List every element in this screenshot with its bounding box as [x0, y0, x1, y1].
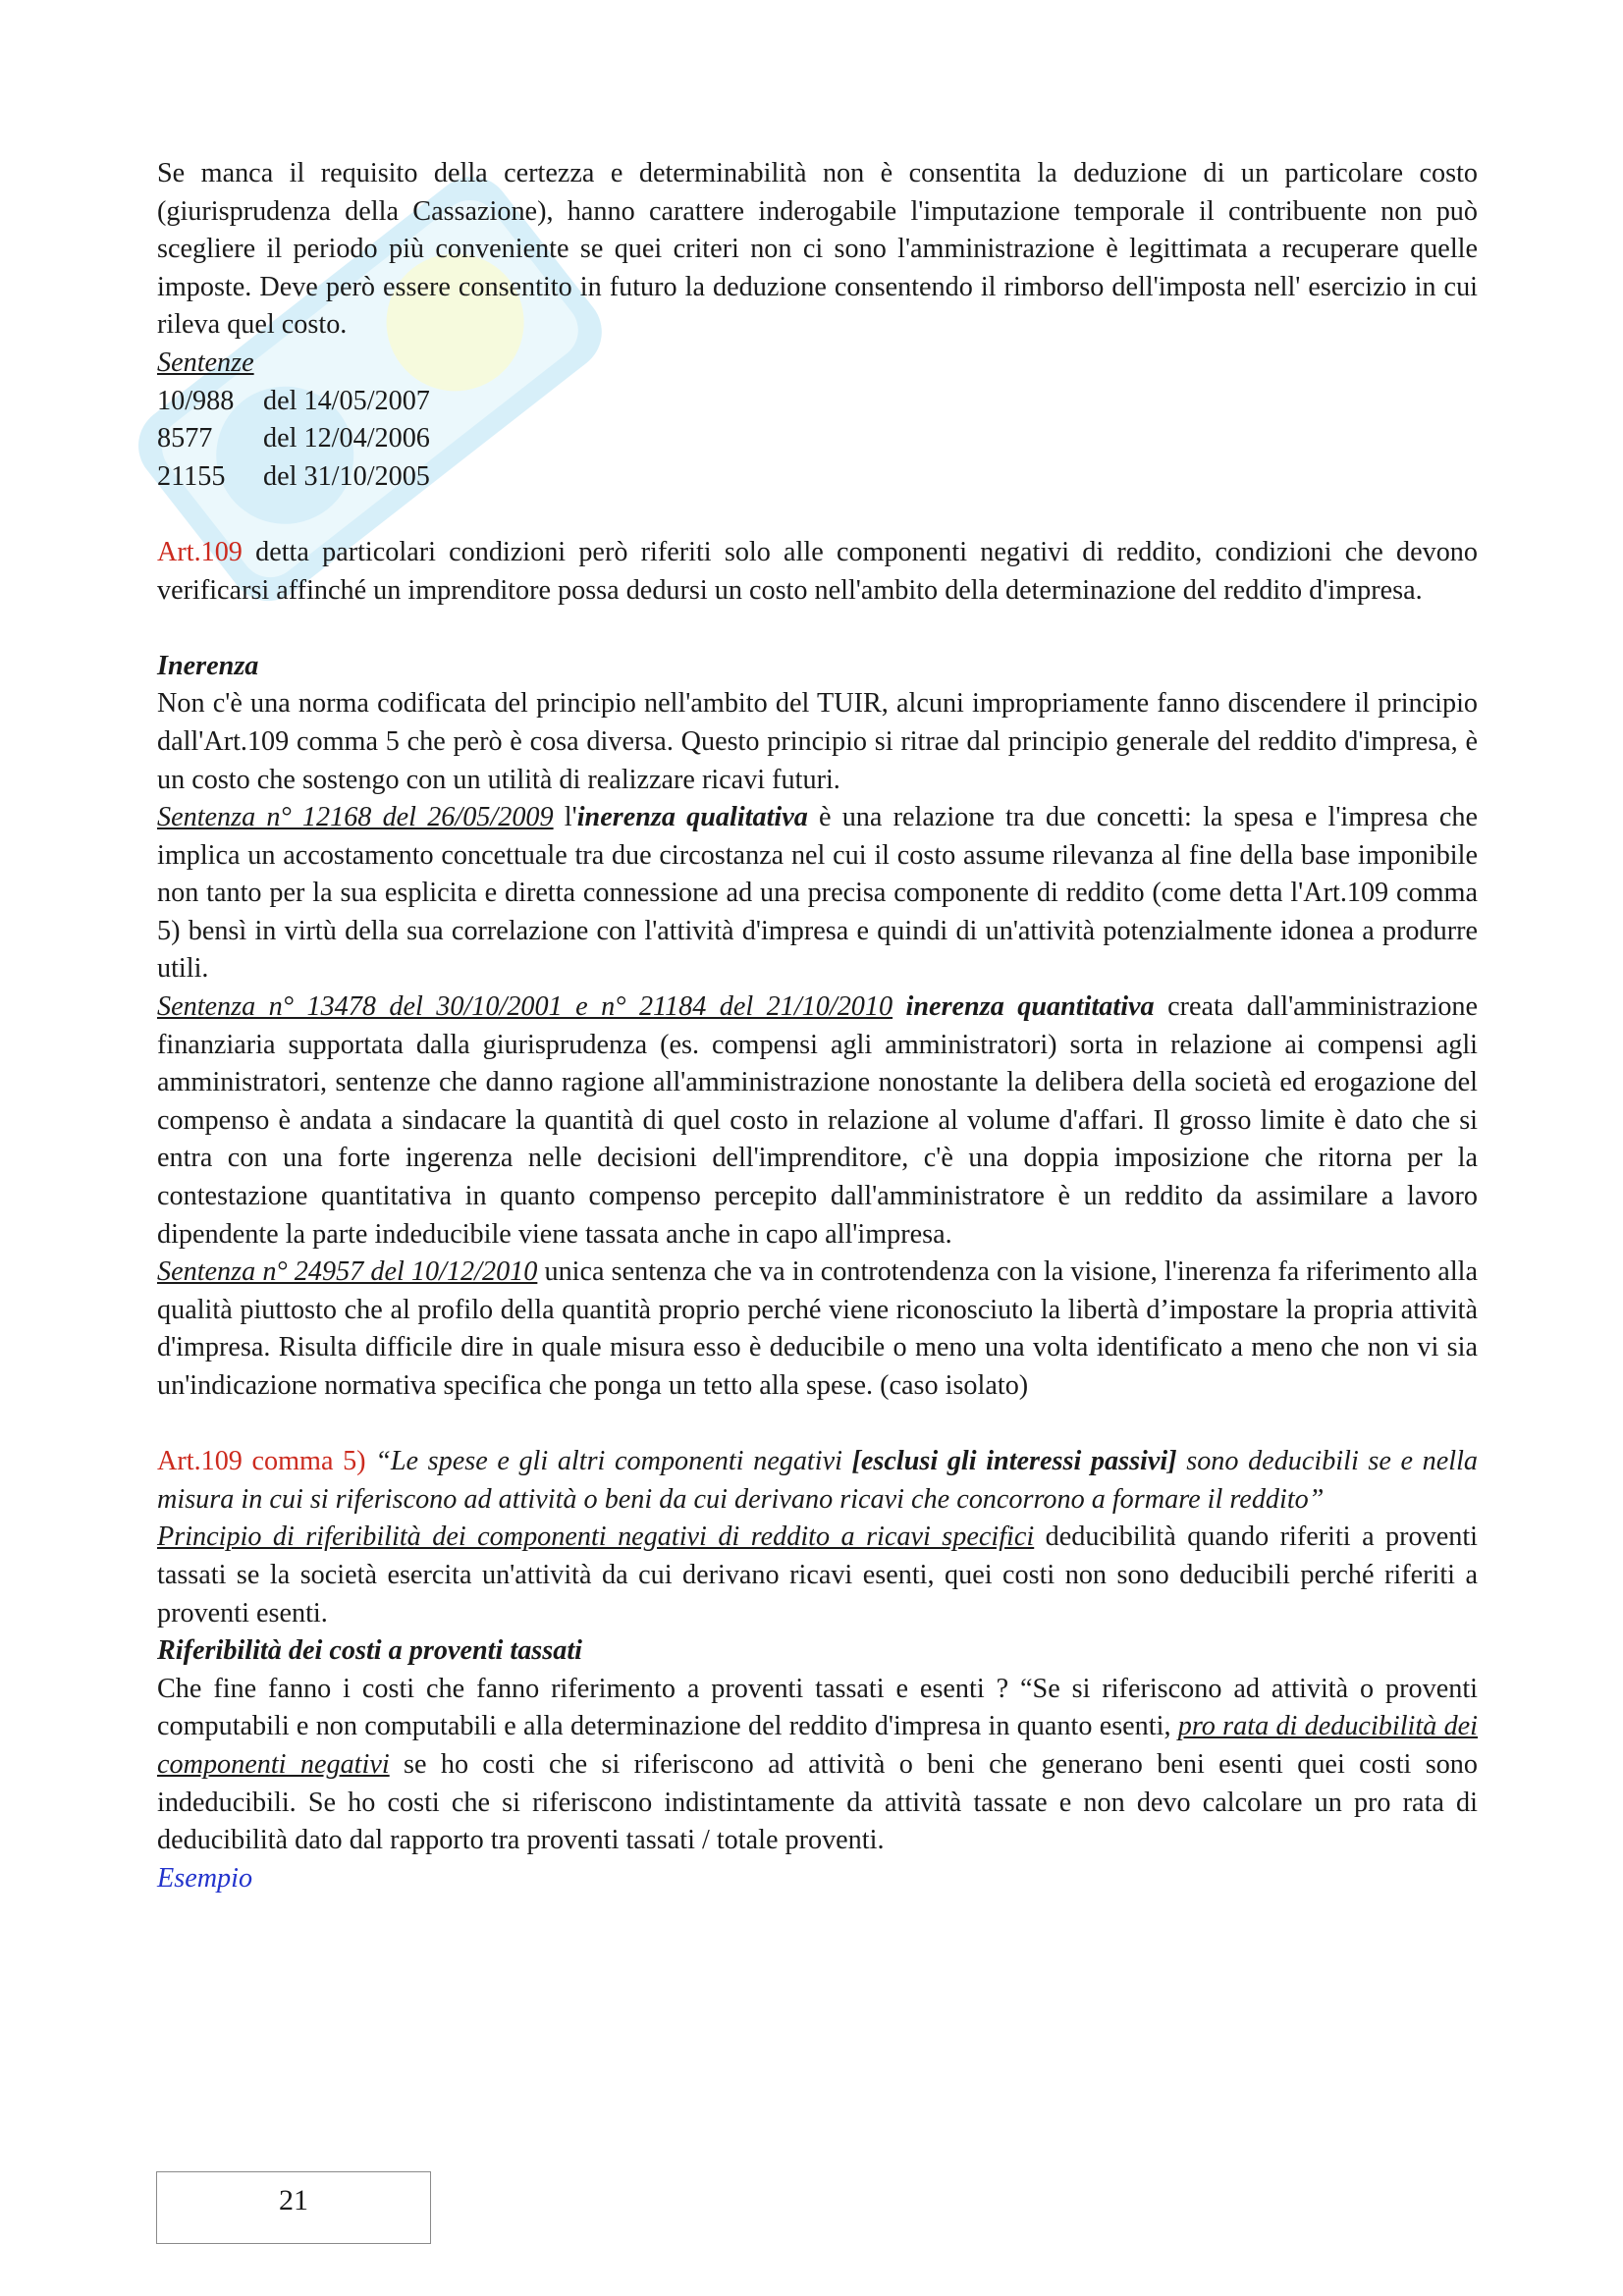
- art109-label: Art.109: [157, 536, 243, 567]
- text-fragment: è una relazione tra due concetti: la spesa e l'impresa che implica un accostamento concettuale tra due circostanza nel cui il costo assume rilevanza al fine della base imponibile non tanto per la sua esplicita e diretta connessione ad una precisa componente di reddito (come detta l'Art.109 comma 5) bensì in virtù della sua correlazione con l'attività d'impresa e quindi di un'attività potenzialmente idonea a produrre utili.: [157, 802, 1478, 985]
- inerenza-heading: Inerenza: [157, 650, 259, 681]
- sentenza-row: [157, 383, 1478, 421]
- paragraph-sentenza-quantitativa: [157, 988, 1478, 1254]
- paragraph-art109: [157, 534, 1478, 610]
- text-fragment: creata dall'amministrazione finanziaria supportata dalla giurisprudenza (es. compensi agli amministratori) sorta in relazione ai compensi agli amministratori, sentenze che danno ragione all'amministrazione nonostante la delibera della società ed erogazione del compenso è andata a sindacare la quantità di quel costo in relazione al volume d'affari. Il grosso limite è dato che si entra con una forte ingerenza nelle decisioni dell'imprenditore, c'è una doppia imposizione che ritorna per la contestazione quantitativa in quanto compenso percepito dall'amministratore è un reddito da assimilare a lavoro dipendente la parte indeducibile viene tassata anche in capo all'impresa.: [157, 991, 1479, 1250]
- riferibilita-heading: Riferibilità dei costi a proventi tassati: [157, 1635, 582, 1667]
- comma5-label: Art.109 comma 5): [157, 1446, 366, 1477]
- paragraph-certezza: Se manca il requisito della certezza e determinabilità non è consentita la deduzione di un particolare costo (giurisprudenza della Cassazione), hanno carattere inderogabile l'imputazione temporale il contribuente non può scegliere il periodo più conveniente se quei criteri non ci sono l'amministrazione è legittimata a recuperare quelle imposte. Deve però essere consentito in futuro la deduzione consentendo il rimborso dell'imposta nell' esercizio in cui rileva quel costo.: [157, 158, 1478, 341]
- inerenza-qualitativa-term: inerenza qualitativa: [576, 802, 808, 833]
- sentenza-ref: Sentenza n° 13478 del 30/10/2001 e n° 21184 del 21/10/2010: [157, 991, 893, 1023]
- sentenza-number: 21155: [157, 460, 226, 492]
- sentenza-number: 8577: [157, 423, 213, 454]
- sentenza-date: del 14/05/2007: [263, 385, 430, 416]
- text-fragment: unica sentenza che va in controtendenza con la visione, l'inerenza fa riferimento alla qualità piuttosto che al profilo della quantità proprio perché viene riconosciuto la libertà d’impostare la propria attività d'impresa. Risulta difficile dire in quale misura esso è deducibile o meno una volta identificato a meno che non vi sia un'indicazione normativa specifica che ponga un tetto alla spese. (caso isolato): [157, 1256, 1478, 1401]
- art109-text: detta particolari condizioni però riferiti solo alle componenti negativi di reddito, condizioni che devono verificarsi affinché un imprenditore possa dedursi un costo nell'ambito della determinazione del reddito d'impresa.: [157, 536, 1478, 606]
- sentenza-row: [157, 420, 1478, 458]
- quote-fragment: sono deducibili se e nella misura in cui si riferiscono ad attività o beni da cui derivano ricavi che concorrono a formare il reddito”: [157, 1446, 1478, 1515]
- quote-fragment: “Le spese e gli altri componenti negativi: [365, 1446, 852, 1477]
- text-fragment: se ho costi che si riferiscono ad attività o beni che generano beni esenti quei costi sono indeducibili. Se ho costi che si riferiscono indistintamente da attività tassate e non devo calcolare un pro rata di deducibilità dato dal rapporto tra proventi tassati / totale proventi.: [157, 1748, 1478, 1856]
- principio-ref: Principio di riferibilità dei componenti negativi di reddito a ricavi specifici: [157, 1522, 1035, 1553]
- sentenze-heading: Sentenze: [157, 347, 254, 378]
- paragraph-riferibilita: [157, 1671, 1478, 1860]
- sentenza-ref: Sentenza n° 12168 del 26/05/2009: [157, 802, 554, 833]
- quote-bold-fragment: [esclusi gli interessi passivi]: [851, 1446, 1177, 1477]
- pro-rata-ref: pro rata di deducibilità dei componenti negativi: [157, 1711, 1479, 1780]
- sentenza-date: del 31/10/2005: [263, 460, 430, 492]
- page-number-box: [156, 2171, 431, 2244]
- inerenza-intro: Non c'è una norma codificata del principio nell'ambito del TUIR, alcuni impropriamente fanno discendere il principio dall'Art.109 comma 5 che però è cosa diversa. Questo principio si ritrae dal principio generale del reddito d'impresa, è un costo che sostengo con un utilità di realizzare ricavi futuri.: [157, 688, 1478, 795]
- text-fragment: Che fine fanno i costi che fanno riferimento a proventi tassati e esenti ? “Se si riferiscono ad attività o proventi computabili e non computabili e alla determinazione del reddito d'impresa in quanto esenti,: [157, 1673, 1478, 1742]
- paragraph-sentenza-controtendenza: [157, 1254, 1478, 1405]
- text-fragment: deducibilità quando riferiti a proventi tassati se la società esercita un'attività da cui derivano ricavi esenti, quei costi non sono deducibili perché riferiti a proventi esenti.: [157, 1522, 1478, 1629]
- inerenza-quantitativa-term: inerenza quantitativa: [905, 991, 1155, 1023]
- esempio-heading: Esempio: [157, 1862, 253, 1894]
- paragraph-principio: [157, 1519, 1478, 1632]
- page-number: 21: [279, 2184, 308, 2216]
- sentenza-date: del 12/04/2006: [263, 423, 430, 454]
- sentenza-number: 10/988: [157, 385, 235, 416]
- document-body: [157, 155, 1478, 1897]
- sentenza-row: [157, 458, 1478, 497]
- text-fragment: l': [553, 802, 577, 833]
- paragraph-comma5-quote: [157, 1443, 1478, 1519]
- sentenza-ref: Sentenza n° 24957 del 10/12/2010: [157, 1256, 538, 1288]
- paragraph-sentenza-qualitativa: [157, 799, 1478, 988]
